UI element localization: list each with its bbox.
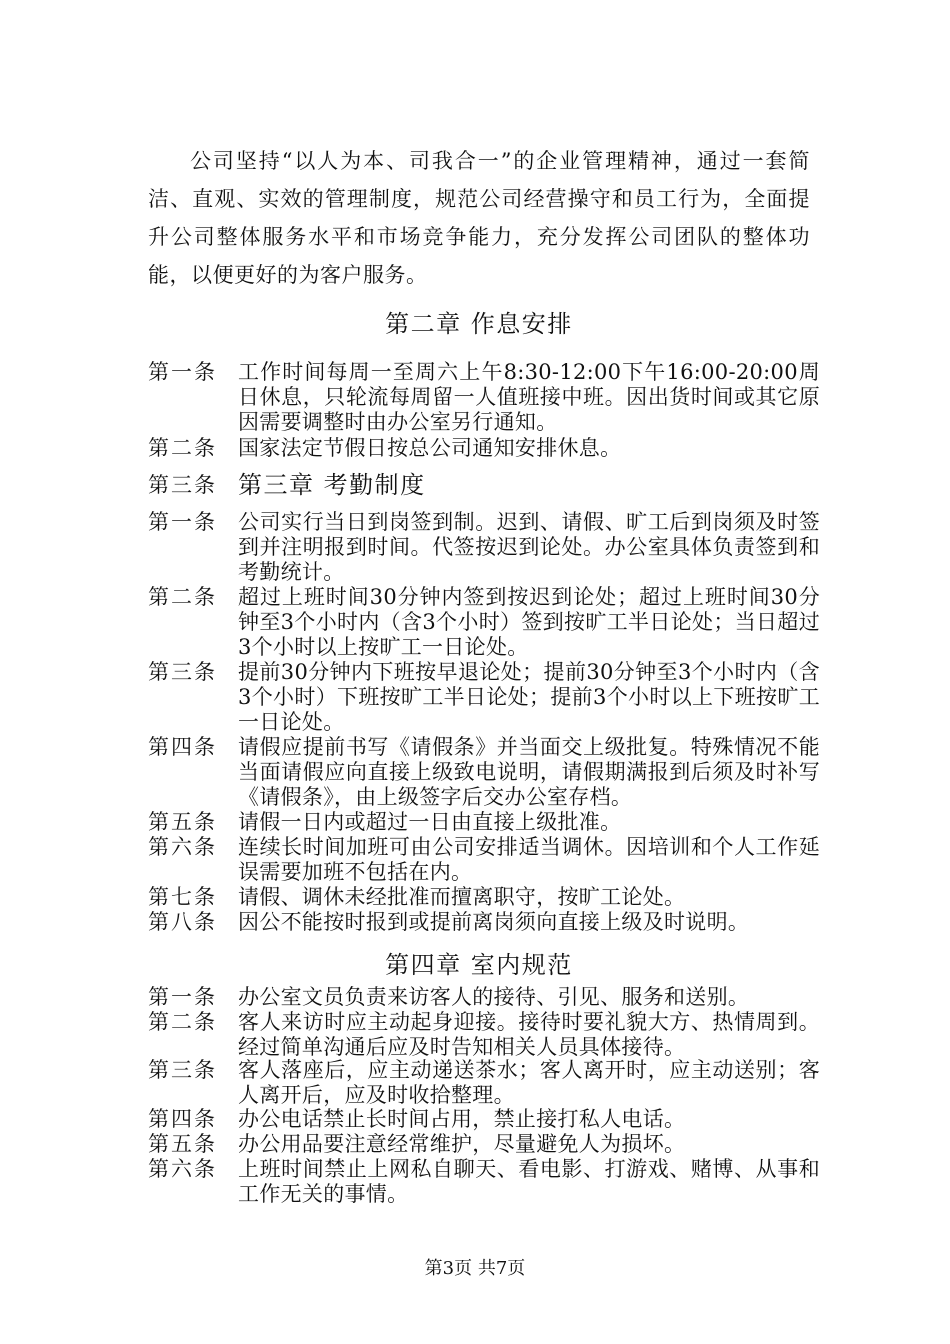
article-label: 第三条 <box>148 660 217 684</box>
article-label: 第二条 <box>148 1010 217 1034</box>
article-label: 第一条 <box>148 510 217 534</box>
article-label: 第四条 <box>148 735 217 759</box>
ch4-article-3 <box>148 1058 820 1108</box>
ch3-article-4 <box>148 735 820 810</box>
article-label: 第五条 <box>148 1132 217 1156</box>
ch4-article-4 <box>148 1107 820 1132</box>
article-label: 第二条 <box>148 585 217 609</box>
article-text: 办公电话禁止长时间占用，禁止接打私人电话。 <box>238 1107 686 1131</box>
ch3-article-2 <box>148 585 820 660</box>
article-text: 因公不能按时报到或提前离岗须向直接上级及时说明。 <box>238 910 750 934</box>
article-text: 办公用品要注意经常维护，尽量避免人为损坏。 <box>238 1132 686 1156</box>
page-number-footer: 第3页 共7页 <box>424 1258 526 1279</box>
chapter-4-title: 第四章 室内规范 <box>385 951 573 979</box>
article-text: 国家法定节假日按总公司通知安排休息。 <box>238 436 622 460</box>
article-label: 第三条 <box>148 473 217 497</box>
ch3-article-6 <box>148 835 820 885</box>
ch4-article-1 <box>148 985 820 1010</box>
ch3-article-8 <box>148 910 820 935</box>
ch2-article-1 <box>148 360 820 435</box>
chapter-3-title: 第三章 考勤制度 <box>238 471 426 499</box>
article-text: 请假、调休未经批准而擅离职守，按旷工论处。 <box>238 885 686 909</box>
article-label: 第八条 <box>148 910 217 934</box>
article-text: 超过上班时间30分钟内签到按迟到论处；超过上班时间30分钟至3个小时内（含3个小时）签到按旷工半日论处；当日超过3个小时以上按旷工一日论处。 <box>238 585 820 659</box>
ch3-heading-row <box>148 473 820 498</box>
article-label: 第七条 <box>148 885 217 909</box>
article-text: 公司实行当日到岗签到制。迟到、请假、旷工后到岗须及时签到并注明报到时间。代签按迟到论处。办公室具体负责签到和考勤统计。 <box>238 510 820 584</box>
article-text: 提前30分钟内下班按早退论处；提前30分钟至3个小时内（含3个小时）下班按旷工半日论处；提前3个小时以上下班按旷工一日论处。 <box>238 660 820 734</box>
ch3-article-5 <box>148 810 820 835</box>
article-text: 工作时间每周一至周六上午8:30-12:00下午16:00-20:00周日休息，只轮流每周留一人值班接中班。因出货时间或其它原因需要调整时由办公室另行通知。 <box>238 360 820 434</box>
article-text: 连续长时间加班可由公司安排适当调休。因培训和个人工作延误需要加班不包括在内。 <box>238 835 820 884</box>
article-text: 客人来访时应主动起身迎接。接待时要礼貌大方、热情周到。经过简单沟通后应及时告知相关人员具体接待。 <box>238 1010 820 1059</box>
article-label: 第二条 <box>148 436 217 460</box>
article-text: 请假一日内或超过一日由直接上级批准。 <box>238 810 622 834</box>
article-text: 请假应提前书写《请假条》并当面交上级批复。特殊情况不能当面请假应向直接上级致电说明，请假期满报到后须及时补写《请假条》，由上级签字后交办公室存档。 <box>238 735 820 809</box>
article-label: 第一条 <box>148 360 217 384</box>
article-label: 第四条 <box>148 1107 217 1131</box>
article-label: 第三条 <box>148 1058 217 1082</box>
article-text: 办公室文员负责来访客人的接待、引见、服务和送别。 <box>238 985 750 1009</box>
ch4-article-6 <box>148 1157 820 1207</box>
article-label: 第一条 <box>148 985 217 1009</box>
ch4-article-2 <box>148 1010 820 1060</box>
intro-paragraph: 公司坚持“以人为本、司我合一”的企业管理精神，通过一套简洁、直观、实效的管理制度，规范公司经营操守和员工行为，全面提升公司整体服务水平和市场竞争能力，充分发挥公司团队的整体功能，以便更好的为客户服务。 <box>148 149 810 287</box>
ch3-article-1 <box>148 510 820 585</box>
ch2-article-2 <box>148 436 820 461</box>
chapter-2-title: 第二章 作息安排 <box>385 310 573 338</box>
article-label: 第六条 <box>148 835 217 859</box>
article-text: 上班时间禁止上网私自聊天、看电影、打游戏、赌博、从事和工作无关的事情。 <box>238 1157 820 1206</box>
ch4-article-5 <box>148 1132 820 1157</box>
ch3-article-7 <box>148 885 820 910</box>
article-label: 第五条 <box>148 810 217 834</box>
article-label: 第六条 <box>148 1157 217 1181</box>
ch3-article-3 <box>148 660 820 735</box>
article-text: 客人落座后，应主动递送茶水；客人离开时，应主动送别；客人离开后，应及时收拾整理。 <box>238 1058 820 1107</box>
